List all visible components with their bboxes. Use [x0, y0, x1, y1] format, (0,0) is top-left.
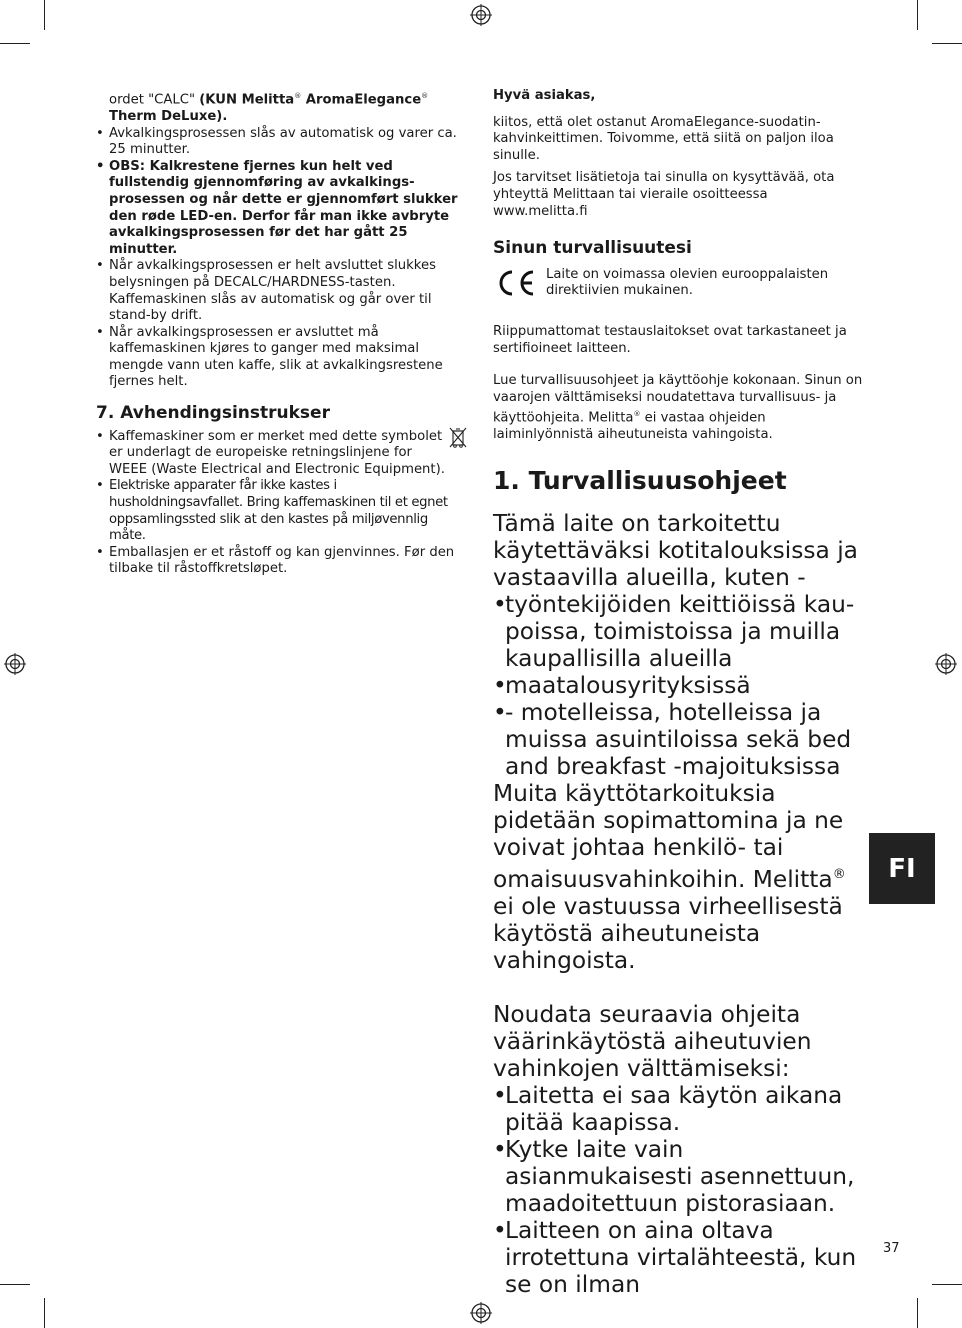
list-item: • Når avkalkingsprosessen er avsluttet må kaffemaskinen kjøres to ganger med maksimal mengde vann uten kaffe, slik at avkalkingsrestene fjernes helt.	[96, 325, 468, 391]
right-column	[493, 88, 863, 1298]
list-item: • Laitetta ei saa käytön aikana pitää kaapissa.	[493, 1082, 863, 1136]
crop-mark	[44, 1298, 45, 1328]
intro-prefix: ordet "CALC"	[109, 92, 200, 108]
ce-mark-icon	[493, 267, 537, 299]
usage-list	[493, 591, 863, 780]
safety-heading: Sinun turvallisuutesi	[493, 238, 692, 259]
list-item: • Elektriske apparater får ikke kastes i husholdningsavfallet. Bring kaffemaskinen til et egnet oppsamlingssted slik at den kastes på miljøvennlig måte.	[96, 478, 460, 544]
contact-paragraph: Jos tarvitset lisätietoja tai sinulla on kysyttävää, ota yhteyttä Melittaan tai vieraile osoitteessa www.melitta.fi	[493, 170, 835, 219]
registered-mark: ®	[294, 92, 302, 100]
list-item: • Emballasjen er et råstoff og kan gjenvinnes. Før den tilbake til råstoffkretsløpet.	[96, 545, 460, 578]
decalc-list	[96, 126, 468, 392]
crop-mark	[0, 43, 30, 44]
ce-text: Laite on voimassa olevien eurooppalaisten direktiivien mukainen.	[546, 266, 829, 299]
list-item: • OBS: Kalkrestene fjernes kun helt ved fullstendig gjennomføring av avkalkingsprosessen og når dette er gjennomført slukker den røde LED-en. Derfor får man ikke avbryte avkalkingsprosessen før det har gått 25 minutter.	[96, 159, 468, 259]
list-item: • Avkalkingsprosessen slås av automatisk og varer ca. 25 minutter.	[96, 126, 468, 159]
intro-bold-end: Therm DeLuxe).	[109, 108, 228, 124]
greeting: Hyvä asiakas,	[493, 88, 596, 103]
section-heading: 7. Avhendingsinstrukser	[96, 403, 330, 424]
intro-bold-mid: AromaElegance	[301, 92, 422, 108]
list-item: • Kytke laite vain asianmukaisesti asennettuun, maadoitettuun pistorasiaan.	[493, 1136, 863, 1217]
weee-crossed-bin-icon	[448, 426, 468, 450]
crop-mark	[917, 0, 918, 30]
list-item: • Laitteen on aina oltava irrotettuna virtalähteestä, kun se on ilman	[493, 1217, 863, 1298]
ce-block	[493, 267, 863, 306]
instructions-paragraph	[493, 373, 863, 444]
disposal-list	[96, 429, 468, 578]
page-number: 37	[883, 1241, 900, 1256]
page-title: 1. Turvallisuusohjeet	[493, 465, 787, 495]
instructions-text: Lue turvallisuusohjeet ja käyttöohje kokonaan. Sinun on vaarojen välttämiseksi noudatettava turvallisuus- ja käyttöohjeita. Melitta	[493, 373, 863, 426]
registered-mark: ®	[421, 92, 429, 100]
list-item: • Kaffemaskiner som er merket med dette symbolet er underlagt de europeiske retningslinjene for WEEE (Waste Electrical and Electronic Equipment).	[96, 429, 460, 479]
registration-mark-icon	[470, 1302, 492, 1324]
language-tab: FI	[869, 833, 935, 904]
instructions-text-end: ei vastaa ohjeiden laiminlyönnistä aiheutuneista vahingoista.	[493, 410, 773, 443]
list-item: • työntekijöiden keittiöissä kaupoissa, toimistoissa ja muilla kaupallisilla alueilla	[493, 591, 863, 672]
crop-mark	[44, 0, 45, 30]
follow-instructions-text: Noudata seuraavia ohjeita väärinkäytöstä aiheutuvien vahinkojen välttämiseksi:	[493, 1000, 812, 1082]
crop-mark	[932, 1284, 962, 1285]
misuse-text-end: ei ole vastuussa virheellisestä käytöstä aiheutuneista vahingoista.	[493, 892, 843, 974]
registered-mark: ®	[832, 866, 846, 882]
misuse-text-start: Muita käyttötarkoituksia pidetään sopimattomina ja ne voivat johtaa henkilö- tai omaisuusvahinkoihin. Melitta	[493, 779, 844, 893]
list-item: • maatalousyrityksissä	[493, 672, 863, 699]
crop-mark	[917, 1298, 918, 1328]
list-item: • - motelleissa, hotelleissa ja muissa asuintiloissa sekä bed and breakfast -majoituksissa	[493, 699, 863, 780]
misuse-text	[493, 780, 863, 974]
intended-use-text: Tämä laite on tarkoitettu käytettäväksi kotitalouksissa ja vastaavilla alueilla, kuten -	[493, 509, 858, 591]
crop-mark	[932, 43, 962, 44]
intro-line	[109, 88, 468, 126]
rules-list	[493, 1082, 863, 1298]
intro-paragraph: kiitos, että olet ostanut AromaElegance-suodatinkahvinkeittimen. Toivomme, että siitä on paljon iloa sinulle.	[493, 114, 834, 163]
crop-mark	[0, 1284, 30, 1285]
safety-body	[493, 510, 863, 1298]
testing-paragraph: Riippumattomat testauslaitokset ovat tarkastaneet ja sertifioineet laitteen.	[493, 323, 847, 356]
intro-bold: (KUN Melitta	[199, 92, 295, 108]
registration-mark-icon	[935, 653, 957, 675]
left-column	[96, 88, 468, 578]
registration-mark-icon	[4, 653, 26, 675]
registered-mark: ®	[633, 410, 641, 419]
registration-mark-icon	[470, 4, 492, 26]
list-item: • Når avkalkingsprosessen er helt avsluttet slukkes belysningen på DECALC/HARDNESS-tasten. Kaffemaskinen slås av automatisk og går over til stand-by drift.	[96, 258, 468, 324]
